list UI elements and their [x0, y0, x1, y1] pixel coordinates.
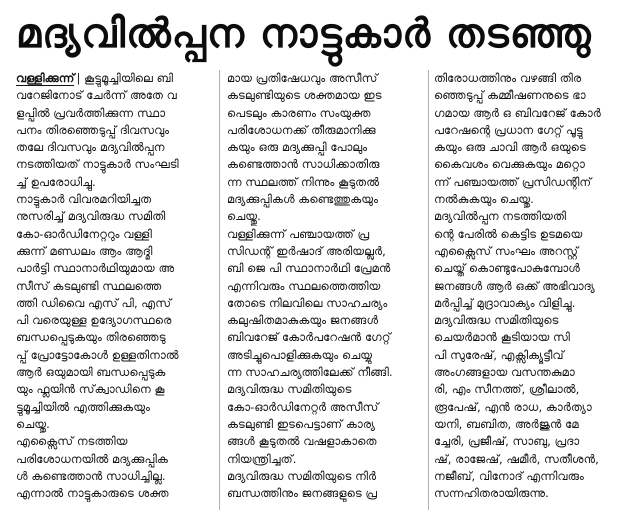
body-line: ചെയ്തു.	[16, 416, 50, 431]
body-line: ൾ കണ്ടെത്താൻ സാധിച്ചില്ല.	[16, 468, 166, 483]
body-line-text: | കൂട്ടുമൂച്ചിയിലെ ബി	[76, 71, 174, 85]
body-line: മർപ്പിച്ച് മുദ്രാവാക്യം വിളിച്ചു.	[434, 295, 576, 310]
body-line: പി സുരേഷ്, എക്സിക്യൂട്ടീവ്	[434, 347, 564, 362]
body-line: പി വരെയുള്ള ഉദ്യോഗസ്ഥരെ	[16, 313, 172, 328]
body-line: എക്സൈസ് നടത്തിയ	[16, 434, 128, 449]
body-line: നടത്തിയത് നാട്ടുകാർ സംഘടി	[16, 157, 179, 172]
body-line: ആർ ഒയുമായി ബന്ധപ്പെടുക	[16, 365, 166, 380]
body-line: ബന്ധപ്പെടുകയും തിരഞ്ഞെടു	[16, 330, 166, 345]
body-line: ച്ച് ഉപരോധിച്ചു.	[16, 174, 96, 189]
body-line: നുസരിച്ച് മദ്യവിരുദ്ധ സമിതി	[16, 209, 166, 224]
body-line: നിയന്ത്രിച്ചത്.	[227, 451, 297, 466]
body-line: ജനങ്ങൾ ആർ ഒക്ക് അഭിവാദ്യ	[434, 278, 595, 293]
body-line: പനം തിരഞ്ഞെടുപ്പ് ദിവസവും	[16, 122, 170, 137]
body-line: കോ-ഓർഡിനേറ്റർ അസീസ്	[227, 399, 379, 414]
body-line	[16, 70, 212, 87]
article-column-1	[16, 70, 212, 502]
article-column-3	[434, 70, 630, 502]
body-line: സിഡന്റ് ഇർഷാദ് അരിയല്ലൂർ,	[227, 243, 386, 258]
column-divider	[428, 70, 429, 510]
body-line: പെടലും കാരണം സംയുക്ത	[227, 105, 371, 120]
body-line: ചെയ്ത് കൊണ്ടുപോകുമ്പോൾ	[434, 261, 580, 276]
body-line: ട്ടുമൂച്ചിയിൽ എത്തിക്കുകയും	[16, 399, 150, 414]
body-line: സന്നഹിതരായിരുന്നു.	[434, 486, 549, 501]
body-line: ളപ്പിൽ പ്രവർത്തിക്കുന്ന സ്ഥാ	[16, 105, 166, 120]
body-line: ന്ന സാഹചര്യത്തിലേക്ക് നീങ്ങി.	[227, 365, 393, 380]
body-line: കലുഷിതമാകുകയും ജനങ്ങൾ	[227, 313, 379, 328]
body-line: ത്തി ഡിവൈ എസ് പി, എസ്	[16, 295, 172, 310]
headline: മദ്യവിൽപ്പന നാട്ടുകാർ തടഞ്ഞു	[16, 11, 592, 57]
body-line: എന്നാൽ നാട്ടുകാരുടെ ശക്ത	[16, 486, 169, 501]
body-line: മായ പ്രതിഷേധവും അസീസ്	[227, 71, 378, 85]
body-line: ചെയ്തു.	[227, 209, 261, 224]
body-line: മദ്യവിൽപ്പന നടത്തിയതി	[434, 209, 566, 224]
dateline: വള്ളിക്കുന്ന്	[16, 71, 75, 85]
body-line: ന്റെ പേരിൽ കെട്ടിട ഉടമയെ	[434, 226, 583, 241]
column-divider	[219, 70, 220, 510]
body-line: ബി ജെ പി സ്ഥാനാർഥി പ്രേമൻ	[227, 261, 391, 276]
body-line: പാർട്ടി സ്ഥാനാർഥിയുമായ അ	[16, 261, 175, 276]
body-line: മദ്യവിരുദ്ധ സമിതിയുടെ	[227, 382, 352, 397]
body-line: പ്പ് പ്രോട്ടോകോൾ ഉള്ളതിനാൽ	[16, 347, 179, 362]
article-column-2	[227, 70, 423, 502]
body-line: രി, എം സീനത്ത്, ശ്രീലാൽ,	[434, 382, 580, 397]
body-line: ഗമായ ആർ ഒ ബിവറേജ് കോർ	[434, 105, 601, 120]
body-line: മദ്യക്കുപ്പികൾ കണ്ടെത്തുകയും	[227, 192, 378, 207]
body-line: കയും ഒരു മദ്യക്കുപ്പി പോലും	[227, 140, 368, 155]
body-line: കയും ഒരു ചാവി ആർ ഒയുടെ	[434, 140, 586, 155]
body-line: വള്ളിക്കുന്ന് പഞ്ചായത്ത് പ്ര	[227, 226, 370, 241]
body-line: ന്ന സ്ഥലത്ത് നിന്നും കൂടുതൽ	[227, 174, 380, 189]
body-line: നൽകുകയും ചെയ്തു.	[434, 192, 534, 207]
body-line: ഷ്, രാജേഷ്, ഷമീർ, സതീശൻ,	[434, 451, 599, 466]
body-line: തോടെ നിലവിലെ സാഹചര്യം	[227, 295, 388, 310]
body-line: തലേ ദിവസവും മദ്യവിൽപ്പന	[16, 140, 165, 155]
body-line: നജീബ്, വിനോദ് എന്നിവരും	[434, 468, 584, 483]
body-line: ബന്ധത്തിനും ജനങ്ങളുടെ പ്ര	[227, 486, 378, 501]
body-line: അടിച്ചുപൊളിക്കുകയും ചെയ്യു	[227, 347, 373, 362]
body-line: ങ്ങൾ കൂടുതൽ വഷളാകാതെ	[227, 434, 377, 449]
body-line: തിരോധത്തിനും വഴങ്ങി തിര	[434, 71, 582, 85]
body-line: യും ഫ്ലയിൻ സ്‌ക്വാഡിനെ കൂ	[16, 382, 165, 397]
body-line: അംഗങ്ങളായ വസന്തകുമാ	[434, 365, 575, 380]
body-line: ക്കുന്ന് മണ്ഡലം ആം ആദ്മി	[16, 243, 153, 258]
body-line: കണ്ടെത്താൻ സാധിക്കാതിരു	[227, 157, 380, 172]
body-line: കടലുണ്ടി ഇടപെട്ടാണ് കാര്യ	[227, 416, 375, 431]
body-line: കോ-ഓർഡിനേറ്ററും വള്ളി	[16, 226, 152, 241]
body-line: കൈവശം വെക്കുകയും മറ്റൊ	[434, 157, 585, 172]
body-line: മദ്യവിരുദ്ധ സമിതിയുടെ നിർ	[227, 468, 377, 483]
body-line: ഞ്ഞെടുപ്പ് കമ്മീഷണനുടെ ഭാ	[434, 88, 586, 103]
body-line: രൂപേഷ്, എൻ രാധ, കാർത്യാ	[434, 399, 592, 414]
body-line: വറേജിനോട് ചേർന്ന് അതേ വ	[16, 88, 177, 103]
body-line: ചെയർമാൻ കൂടിയായ സി	[434, 330, 570, 345]
body-line: പരിശോധനക്ക് തീരുമാനിക്കു	[227, 122, 376, 137]
body-line: ബിവറേജ് കോർപറേഷൻ ഗേറ്റ്	[227, 330, 391, 345]
body-line: ച്ചേരി, പ്രജീഷ്, സാബു, പ്രദാ	[434, 434, 580, 449]
body-line: പരിശോധനയിൽ മദ്യക്കുപ്പിക	[16, 451, 168, 466]
body-line: നാട്ടുകാർ വിവരമറിയിച്ചത	[16, 192, 152, 207]
body-line: പറേഷന്റെ പ്രധാന ഗേറ്റ് പൂട്ടു	[434, 122, 583, 137]
body-line: എക്സൈസ് സംഘം അറസ്റ്റ്	[434, 243, 579, 258]
body-line: മദ്യവിരുദ്ധ സമിതിയുടെ	[434, 313, 559, 328]
body-line: സീസ് കടലുണ്ടി സ്ഥലത്തെ	[16, 278, 162, 293]
body-line: കടലുണ്ടിയുടെ ശക്തമായ ഇട	[227, 88, 382, 103]
body-line: യനി, ബബിത, അർജുൻ മേ	[434, 416, 579, 431]
body-line: എന്നിവരും സ്ഥലത്തെത്തിയ	[227, 278, 381, 293]
body-line: ന്ന് പഞ്ചായത്ത് പ്രസിഡന്റിന്	[434, 174, 592, 189]
